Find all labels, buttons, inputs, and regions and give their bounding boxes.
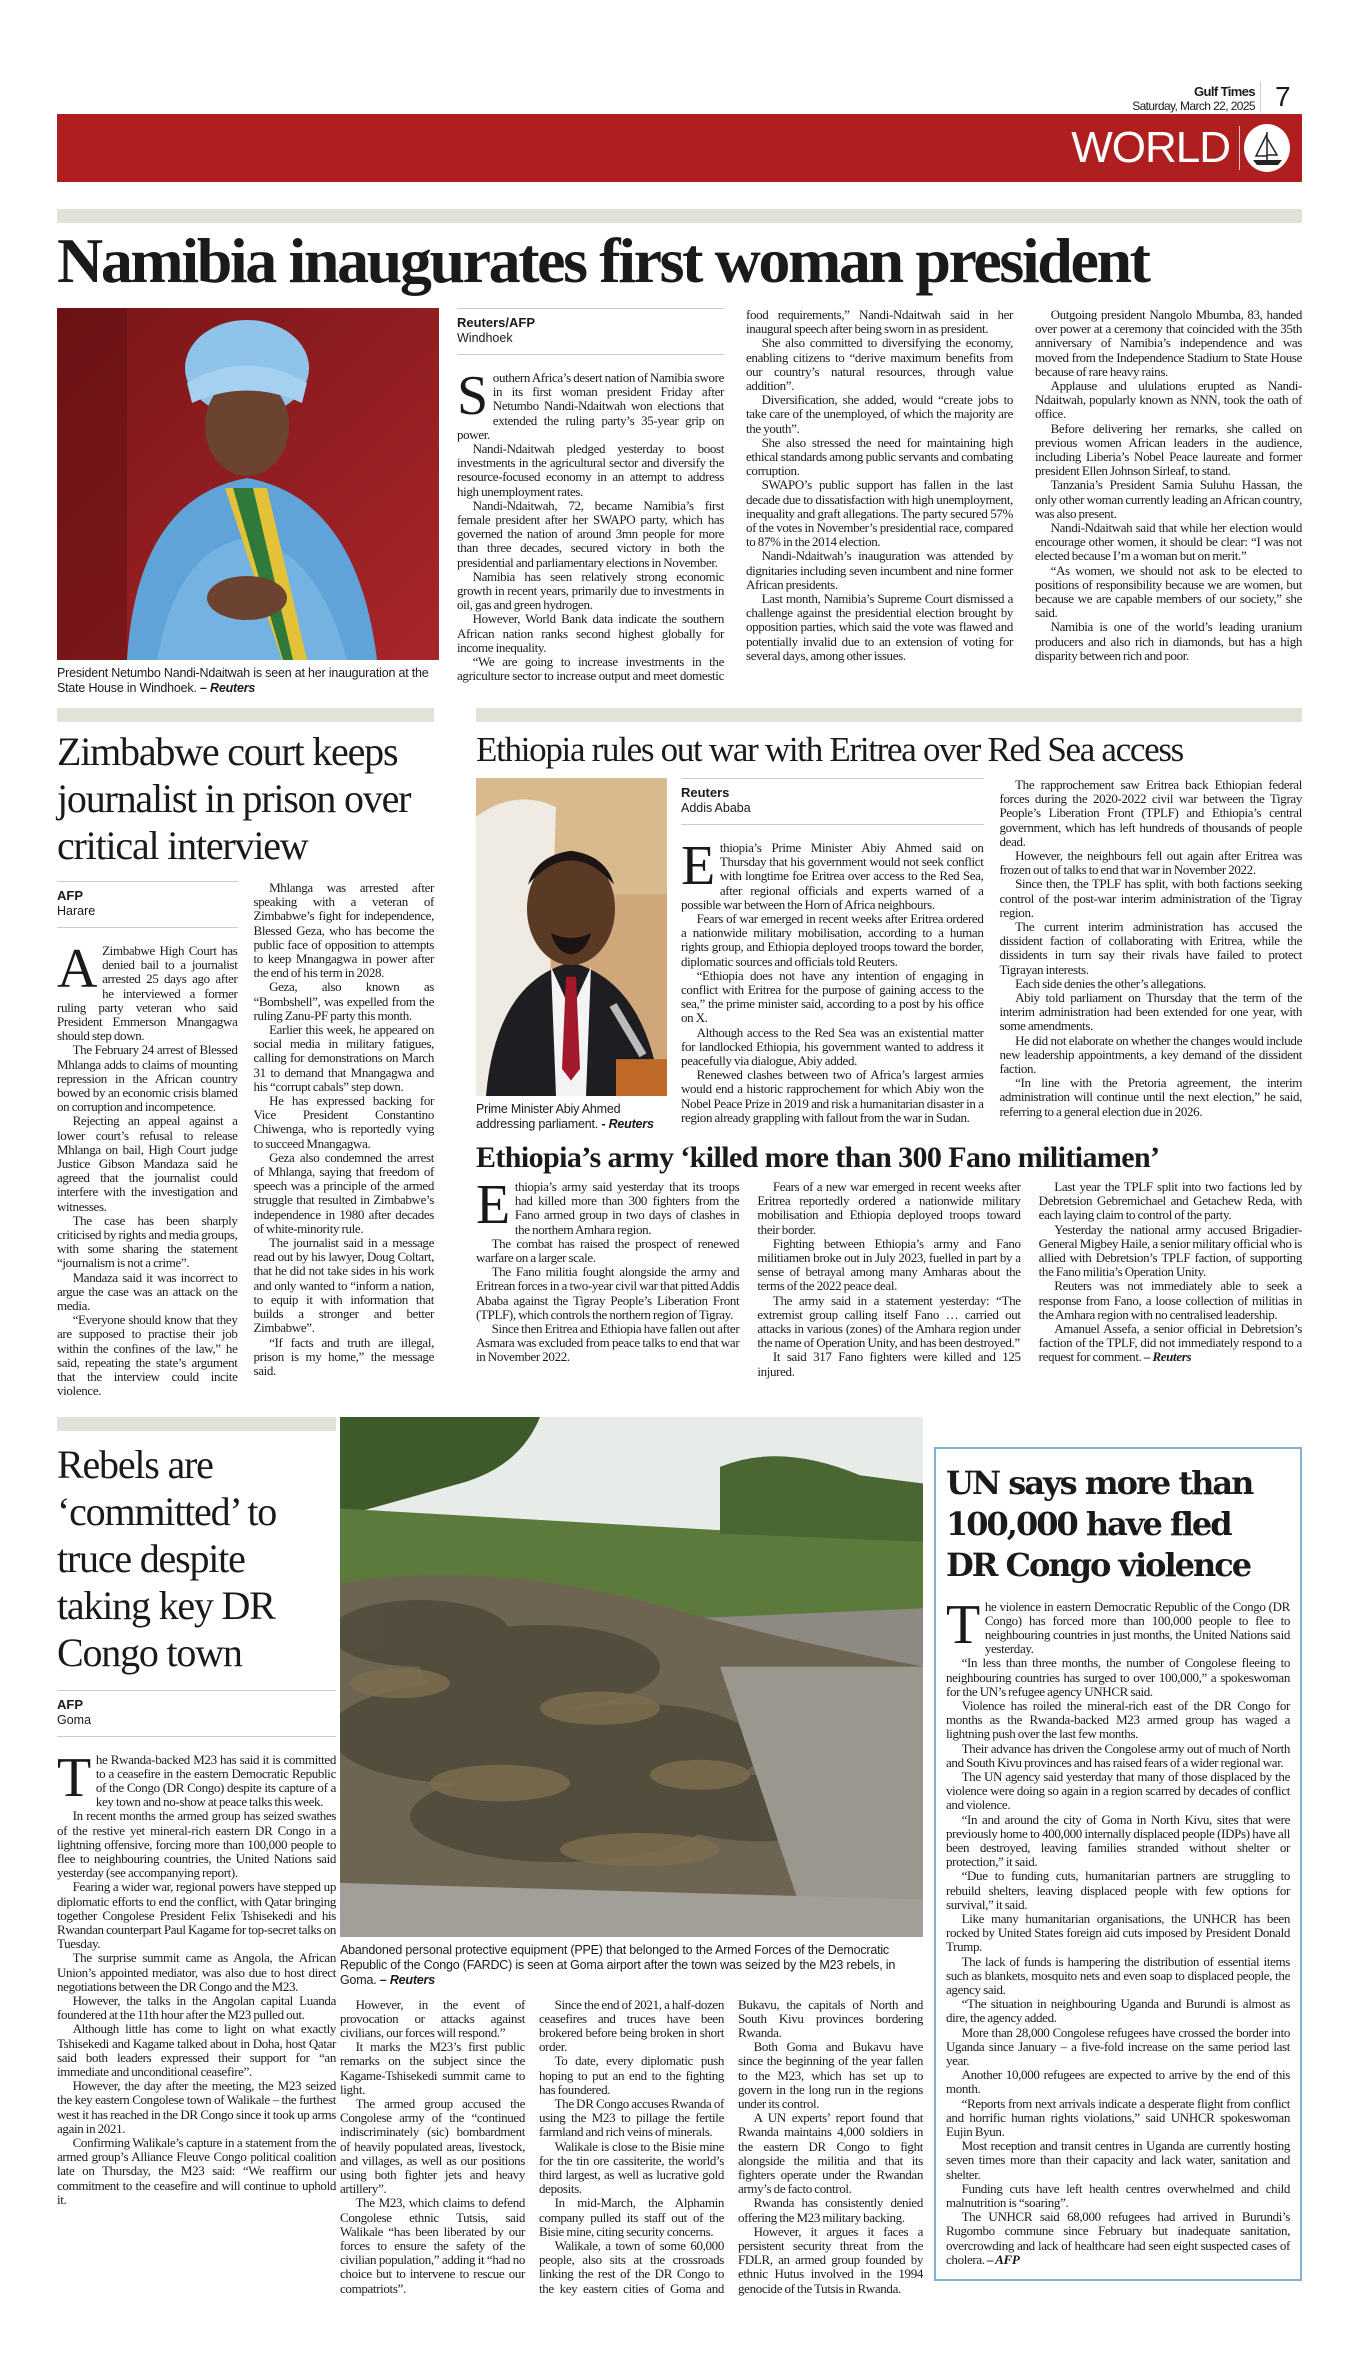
- paragraph: Violence has roiled the mineral-rich east of the DR Congo for months as the Rwanda-backed M23 armed group has waged a lightning push over the last few months.: [946, 1697, 1290, 1742]
- paragraph: She also stressed the need for maintaining high ethical standards among public servants and combating corruption.: [746, 434, 1013, 479]
- paragraph: Although access to the Red Sea was an existential matter for landlocked Ethiopia, his government wanted to address it peacefully via dialogue, Abiy added.: [681, 1024, 984, 1069]
- paragraph: However, it argues it faces a persistent security threat from the FDLR, an armed group founded by ethnic Hutus involved in the 1994 genocide of the Tutsis in Rwanda.: [738, 2223, 923, 2296]
- paragraph: However, in the event of provocation or attacks against civilians, our forces will respond.”: [340, 1996, 525, 2040]
- paragraph-list: [457, 308, 1302, 683]
- goma-abandoned-equipment-photo: [340, 1417, 923, 1937]
- fano-headline: Ethiopia’s army ‘killed more than 300 Fano militiamen’: [476, 1141, 1160, 1174]
- paragraph: The M23, which claims to defend Congolese ethnic Tutsis, said Walikale “has been liberated by our forces to ensure the safety of the civilian population,” adding it “had no choice but to intervene to rescue our compatriots”.: [340, 2195, 525, 2296]
- paragraph: “If facts and truth are illegal, prison is my home,” the message said.: [253, 1334, 434, 1378]
- paragraph-list: [476, 1174, 1302, 1379]
- caption-credit: – Reuters: [379, 1972, 435, 1987]
- section-banner: [57, 114, 1302, 182]
- fano-signoff: – Reuters: [1143, 1349, 1192, 1365]
- rebels-band: [57, 1417, 336, 1431]
- byline-dateline: Harare: [57, 904, 96, 918]
- paragraph: Before delivering her remarks, she called on previous women African leaders in the audience, including Liberia’s Nobel Peace laureate and former president Ellen Johnson Sirleaf, to stand.: [1035, 420, 1302, 479]
- paragraph: Both Goma and Bukavu have since the beginning of the year fallen to the M23, which has set up to govern in the long run in the regions under its control.: [738, 2039, 923, 2111]
- paragraph: Nandi-Ndaitwah said that while her election would encourage other women, it should be clear: “I was not elected because I’m a woman but on merit.”: [1035, 520, 1302, 564]
- masthead: [0, 0, 1351, 222]
- paragraph: Outgoing president Nangolo Mbumba, 83, handed over power at a ceremony that coincided with the 35th anniversary of Namibia’s independence and was moved from the Independence Stadium to State House because of rare heavy rains.: [1035, 307, 1302, 379]
- un-article-body: [946, 1593, 1290, 2268]
- paragraph: Since then, the TPLF has split, with both factions seeking control of the post-war interim administration of the Tigray region.: [999, 876, 1302, 920]
- paragraph: Southern Africa’s desert nation of Namibia swore in its first woman president Friday after Netumbo Nandi-Ndaitwah won elections that extended the ruling party’s 35-year grip on power.: [457, 365, 724, 442]
- byline-agency: Reuters/AFP: [457, 315, 536, 330]
- paragraph: AZimbabwe High Court has denied bail to a journalist arrested 25 days ago after he interviewed a former ruling party veteran who said President Emmerson Mnangagwa should step down.: [57, 938, 238, 1044]
- paragraph: Ethiopia’s army said yesterday that its troops had killed more than 300 fighters from the Fano armed group in two days of clashes in the northern Amhara region.: [476, 1174, 740, 1237]
- ethiopia-article-body: [681, 778, 1302, 1132]
- paragraph: Like many humanitarian organisations, the UNHCR has been rocked by United States foreign aid cuts imposed by President Donald Trump.: [946, 1910, 1290, 1955]
- paragraph-list: [681, 778, 1302, 1125]
- paragraph: Earlier this week, he appeared on social media in military fatigues, calling for demonstrations on March 31 to demand that Mnangagwa and his “corrupt cabals” step down.: [253, 1022, 434, 1094]
- caption-text: Abandoned personal protective equipment (PPE) that belonged to the Armed Forces of the Democratic Republic of the Congo (FARDC) is seen at Goma airport after the town was seized by the M23 rebels, in Goma.: [340, 1942, 896, 1987]
- paragraph: Reuters was not immediately able to seek a response from Fano, a loose collection of militias in the Amhara region with no centralised leadership.: [1038, 1278, 1302, 1322]
- paragraph: “The situation in neighbouring Uganda and Burundi is almost as dire, the agency added.: [946, 1996, 1290, 2026]
- paragraph: “We are going to increase investments in the agriculture sector to increase output and meet domestic food requirements,” Nandi-Ndaitwah said in her inaugural speech after being sworn in as president.: [457, 307, 1013, 684]
- rebels-byline: [57, 1690, 336, 1737]
- byline-dateline: Goma: [57, 1712, 92, 1727]
- paragraph: “Due to funding cuts, humanitarian partners are struggling to rebuild shelters, leaving displaced people with few options for survival,” it said.: [946, 1868, 1290, 1912]
- paragraph: Since the end of 2021, a half-dozen ceasefires and truces have been brokered before being broken in short order.: [539, 1996, 724, 2055]
- rebels-article-body: [57, 1690, 336, 2208]
- paragraph: The surprise summit came as Angola, the African Union’s appointed mediator, was also due to host direct negotiations between the DR Congo and the M23.: [57, 1950, 336, 1994]
- paragraph-list: [946, 1593, 1290, 2268]
- paragraph: The UNHCR said 68,000 refugees had arrived in Burundi’s Rugombo commune since February but inadequate sanitation, overcrowding and lack of healthcare had seen eight suspected cases of cholera. – AFP: [946, 2209, 1290, 2267]
- fano-article-body: [476, 1174, 1302, 1379]
- paragraph: Last month, Namibia’s Supreme Court dismissed a challenge against the presidential election brought by opposition parties, which said the vote was flawed and potentially invalid due to an extension of voting for several days, among other issues.: [746, 591, 1013, 663]
- paragraph: The DR Congo accuses Rwanda of using the M23 to pillage the fertile farmland and rich veins of minerals.: [539, 2095, 724, 2140]
- issue-date: Saturday, March 22, 2025: [1132, 99, 1255, 113]
- paragraph: “Ethiopia does not have any intention of engaging in conflict with Eritrea for the purpose of gaining access to the sea,” the prime minister said, according to a post by his office on X.: [681, 967, 984, 1026]
- newspaper-name: Gulf Times: [1194, 84, 1255, 99]
- paragraph: The violence in eastern Democratic Republic of the Congo (DR Congo) has forced more than 100,000 people to flee to neighbouring countries in just months, the United Nations said yesterday.: [946, 1593, 1290, 1657]
- rebels-article-continued: [340, 1998, 923, 2296]
- caption-text: Prime Minister Abiy Ahmed addressing parliament.: [476, 1102, 621, 1131]
- paragraph: He has expressed backing for Vice President Constantino Chiwenga, who is reportedly vying to succeed Mnangagwa.: [253, 1093, 434, 1151]
- namibia-byline: [457, 308, 724, 355]
- paragraph-list: [57, 1746, 336, 2208]
- paragraph: The combat has raised the prospect of renewed warfare on a larger scale.: [476, 1235, 740, 1266]
- middle-row: [57, 708, 1302, 1399]
- paragraph: The Rwanda-backed M23 has said it is committed to a ceasefire in the eastern Democratic Republic of the Congo (DR Congo) despite its capture of a key town and no-show at peace talks this week.: [57, 1746, 336, 1810]
- paragraph: The journalist said in a message read out by his lawyer, Doug Coltart, that he did not take sides in his work and only wanted to “inform a nation, to equip it with information that builds a stronger and better Zimbabwe”.: [253, 1235, 434, 1336]
- dhow-boat-icon: [1244, 124, 1290, 172]
- paragraph: However, the talks in the Angolan capital Luanda foundered at the 11th hour after the M23 pulled out.: [57, 1992, 336, 2023]
- paragraph: SWAPO’s public support has fallen in the last decade due to dissatisfaction with high unemployment, inequality and graft allegations. The party secured 57% of the votes in November’s presidential race, compared to 87% in the 2014 election.: [746, 477, 1013, 550]
- paragraph: The army said in a statement yesterday: “The extremist group calling itself Fano … carried out attacks in various (zones) of the Amhara region under the name of Operation Unity, and has been destroyed.”: [757, 1292, 1021, 1351]
- paragraph: “In and around the city of Goma in North Kivu, sites that were previously home to 400,000 internally displaced people (IDPs) have all been destroyed, leaving families stranded without shelter or protection,” it said.: [946, 1811, 1290, 1870]
- paragraph: Applause and ululations erupted as Nandi-Ndaitwah, popularly known as NNN, took the oath of office.: [1035, 378, 1302, 422]
- byline-agency: Reuters: [681, 785, 730, 800]
- paragraph: The lack of funds is hampering the distribution of essential items such as blankets, mosquito nets and even soap to displaced people, the agency said.: [946, 1953, 1290, 1997]
- paragraph-list: [340, 1998, 923, 2296]
- paragraph: She also committed to diversifying the economy, enabling citizens to “derive maximum benefits from our country’s natural resources, through value addition”.: [746, 335, 1013, 394]
- paragraph: More than 28,000 Congolese refugees have crossed the border into Uganda since January – a five-fold increase on the same period last year.: [946, 2024, 1290, 2068]
- paragraph: He did not elaborate on whether the changes would include new leadership appointments, a key demand of the dissident faction.: [999, 1032, 1302, 1077]
- paragraph: Most reception and transit centres in Uganda are currently hosting seven times more than their capacity and lack water, sanitation and shelter.: [946, 2138, 1290, 2182]
- paragraph: Nandi-Ndaitwah’s inauguration was attended by dignitaries including seven incumbent and nine former African presidents.: [746, 548, 1013, 592]
- rebels-story: [57, 1417, 336, 2208]
- rebels-headline: Rebels are ‘committed’ to truce despite taking key DR Congo town: [57, 1441, 277, 1675]
- paragraph: Renewed clashes between two of Africa’s largest armies would end a historic rapprochement for which Abiy won the Nobel Peace Prize in 2019 and risk a humanitarian disaster in a region already grappling with fallout from the war in Sudan.: [681, 1067, 984, 1125]
- paragraph: “In line with the Pretoria agreement, the interim administration will continue until the next election,” he said, referring to a general election due in 2026.: [999, 1075, 1302, 1119]
- section-divider: [1239, 126, 1240, 170]
- page-number: 7: [1260, 82, 1291, 112]
- paragraph: Geza also condemned the arrest of Mhlanga, saying that freedom of speech was a principle of the armed struggle that resulted in Zimbabwe’s independence in 1980 after decades of white-minority rule.: [253, 1149, 434, 1236]
- paragraph: The Fano militia fought alongside the army and Eritrean forces in a two-year civil war that pitted Addis Ababa against the Tigray People’s Liberation Front (TPLF), which controls the northern region of Tigray.: [476, 1264, 740, 1322]
- ethiopia-photo-caption: [476, 1102, 667, 1132]
- namibia-photo-caption: [57, 666, 439, 696]
- paragraph: Nandi-Ndaitwah, 72, became Namibia’s first female president after her SWAPO party, which has governed the nation of around 3mn people for more than three decades, secured victory in both the presidential and parliamentary elections in November.: [457, 497, 724, 570]
- un-refugees-box: [934, 1447, 1302, 2282]
- rebels-photo-column: [340, 1417, 923, 2296]
- paragraph: Geza, also known as “Bombshell”, was expelled from the ruling Zanu-PF party this month.: [253, 979, 434, 1023]
- paragraph: However, the neighbours fell out again after Eritrea was frozen out of talks to end that war in November 2022.: [999, 848, 1302, 878]
- paragraph: Mandaza said it was incorrect to argue the case was an attack on the media.: [57, 1269, 238, 1314]
- byline-agency: AFP: [57, 888, 83, 903]
- paragraph: “Everyone should know that they are supposed to practise their job within the confines of the law,” he said, repeating the state’s argument that the interview could incite violence.: [57, 1312, 238, 1399]
- ethiopia-photo-block: [476, 778, 667, 1132]
- section-band: [57, 209, 1302, 223]
- paragraph: Rejecting an appeal against a lower court’s refusal to release Mhlanga on bail, High Court judge Justice Gibson Mandaza said he agreed that the journalist could interfere with the investigation and witnesses.: [57, 1113, 238, 1214]
- zimbabwe-article-body: [57, 881, 434, 1399]
- paragraph: “In less than three months, the number of Congolese fleeing to neighbouring countries has surged to over 100,000,” a spokeswoman for the UN’s refugee agency UNHCR said.: [946, 1655, 1290, 1699]
- ethiopia-byline: [681, 778, 984, 825]
- paragraph: However, the day after the meeting, the M23 seized the key eastern Congolese town of Walikale – the furthest west it has reached in the DR Congo since it took up arms again in 2021.: [57, 2078, 336, 2136]
- paragraph: Nandi-Ndaitwah pledged yesterday to boost investments in the agricultural sector and diversify the resource-focused economy in an attempt to address high unemployment rates.: [457, 441, 724, 499]
- ethiopia-story: [476, 778, 1302, 1132]
- paragraph: However, World Bank data indicate the southern African nation ranks second highest globally for income inequality.: [457, 611, 724, 655]
- un-signoff: – AFP: [987, 2251, 1020, 2267]
- namibia-photo-block: [57, 308, 439, 696]
- paragraph: In mid-March, the Alphamin company pulled its staff out of the Bisie mine, citing security concerns.: [539, 2195, 724, 2239]
- paragraph: Fears of war emerged in recent weeks after Eritrea ordered a nationwide military mobilisation, according to a human rights group, and Ethiopia deployed troops toward the border, diplomatic sources and officials told Reuters.: [681, 911, 984, 969]
- paragraph: Amanuel Assefa, a senior official in Debretsion’s faction of the TPLF, did not immediately respond to a request for comment. – Reuters: [1038, 1321, 1302, 1365]
- zimbabwe-byline: [57, 881, 238, 928]
- byline-agency: AFP: [57, 1696, 83, 1712]
- paragraph: In recent months the armed group has seized swathes of the restive yet mineral-rich eastern DR Congo in a lightning offensive, forcing more than 100,000 people to flee to neighbouring countries, the United Nations said yesterday (see accompanying report).: [57, 1808, 336, 1881]
- zimbabwe-band: [57, 708, 434, 722]
- paragraph: The current interim administration has accused the dissident faction of collaborating with Eritrea, while the dissidents in turn say their rivals have failed to protect Tigrayan interests.: [999, 919, 1302, 977]
- un-headline: UN says more than 100,000 have fled DR Congo violence: [946, 1463, 1253, 1584]
- paragraph: Walikale is close to the Bisie mine for the tin ore cassiterite, the world’s third largest, as well as lucrative gold deposits.: [539, 2138, 724, 2197]
- paragraph: The armed group accused the Congolese army of the “continued indiscriminately (sic) bombardment of heavily populated areas, livestock, and villages, as well as our positions using both fighter jets and heavy artillery”.: [340, 2095, 525, 2197]
- ethiopia-band: [476, 708, 1302, 722]
- paragraph: Although little has come to light on what exactly Tshisekedi and Kagame talked about in Doha, host Qatar said both leaders expressed their support for “an immediate and unconditional ceasefire”.: [57, 2021, 336, 2079]
- paragraph: The UN agency said yesterday that many of those displaced by the violence were doing so again in a region scarred by decades of conflict and violence.: [946, 1768, 1290, 1813]
- paragraph: Diversification, she added, would “create jobs to take care of the unemployed, of which the majority are the youth”.: [746, 392, 1013, 436]
- paragraph: Rwanda has consistently denied offering the M23 military backing.: [738, 2195, 923, 2225]
- zimbabwe-story: [57, 708, 434, 1399]
- paragraph: Fearing a wider war, regional powers have stepped up diplomatic efforts to end the conflict, with Qatar bringing together Congolese President Felix Tshisekedi and his Rwandan counterpart Paul Kagame for top-secret talks on Tuesday.: [57, 1879, 336, 1952]
- paragraph: Namibia has seen relatively strong economic growth in recent years, primarily due to investments in oil, gas and green hydrogen.: [457, 568, 724, 613]
- paragraph: Mhlanga was arrested after speaking with a veteran of Zimbabwe’s fight for independence, Blessed Geza, who has become the public face of opposition to attempts to keep Mnangagwa in power after the end of his term in 2028.: [253, 880, 434, 981]
- zimbabwe-headline: Zimbabwe court keeps journalist in prison over critical interview: [57, 729, 411, 868]
- namibia-story: [57, 308, 1302, 696]
- paragraph: Since then Eritrea and Ethiopia have fallen out after Asmara was excluded from peace talks to end that war in November 2022.: [476, 1321, 740, 1365]
- paragraph: The case has been sharply criticised by rights and media groups, with some sharing the statement “journalism is not a crime”.: [57, 1212, 238, 1271]
- paragraph: Each side denies the other’s allegations.: [1015, 975, 1206, 991]
- namibia-headline: Namibia inaugurates first woman president: [57, 225, 1149, 296]
- caption-credit: - Reuters: [601, 1117, 654, 1131]
- paragraph: Abiy told parliament on Thursday that the term of the interim administration had been extended for one year, with some amendments.: [999, 990, 1302, 1034]
- goma-photo-caption: [340, 1943, 923, 1988]
- paragraph: Fighting between Ethiopia’s army and Fano militiamen broke out in July 2023, fuelled in part by a sense of betrayal among many Amharas about the terms of the 2022 peace deal.: [757, 1235, 1021, 1294]
- section-title: WORLD: [1071, 123, 1230, 172]
- paragraph: Another 10,000 refugees are expected to arrive by the end of this month.: [946, 2067, 1290, 2097]
- paragraph: “Reports from next arrivals indicate a desperate flight from conflict and horrific human rights violations,” said UNHCR spokeswoman Eujin Byun.: [946, 2095, 1290, 2140]
- ethiopia-headline: Ethiopia rules out war with Eritrea over Red Sea access: [476, 730, 1183, 769]
- paragraph: Walikale, a town of some 60,000 people, also sits at the crossroads linking the rest of the DR Congo to the key eastern cities of Goma and Bukavu, the capitals of North and South Kivu provinces bordering Rwanda.: [539, 1996, 923, 2296]
- paragraph: Their advance has driven the Congolese army out of much of North and South Kivu provinces and has raised fears of a wider regional war.: [946, 1740, 1290, 1770]
- ethiopia-stories: [476, 708, 1302, 1379]
- paragraph: Fears of a new war emerged in recent weeks after Eritrea reportedly ordered a nationwide military mobilisation and Ethiopia deployed troops toward their border.: [757, 1179, 1021, 1237]
- namibia-article-body: [457, 308, 1302, 683]
- paragraph: It said 317 Fano fighters were killed and 125 injured.: [757, 1349, 1021, 1379]
- paragraph: Funding cuts have left health centres overwhelmed and child malnutrition is “soaring”.: [946, 2180, 1290, 2211]
- paragraph: Yesterday the national army accused Brigadier-General Migbey Haile, a senior military official who is allied with Debretsion’s TPLF faction, of supporting the Fano militia’s Operation Unity.: [1038, 1221, 1302, 1280]
- namibia-president-photo: [57, 308, 439, 660]
- paragraph: Ethiopia’s Prime Minister Abiy Ahmed said on Thursday that his government would not seek conflict with longtime foe Eritrea over access to the Red Sea, after regional officials and experts warned of a possible war between the Horn of Africa neighbours.: [681, 835, 984, 912]
- paragraph: “As women, we should not ask to be elected to positions of responsibility because we are women, but because we are capable members of our society,” she said.: [1035, 562, 1302, 621]
- paragraph-list: [57, 881, 434, 1399]
- paragraph: Namibia is one of the world’s leading uranium producers and also rich in diamonds, but has a high disparity between rich and poor.: [1035, 619, 1302, 663]
- paragraph: A UN experts’ report found that Rwanda maintains 4,000 soldiers in the eastern DR Congo to fight alongside the militia and that its fighters operate under the Rwandan army’s de facto control.: [738, 2110, 923, 2197]
- paragraph: The rapprochement saw Eritrea back Ethiopian federal forces during the 2020-2022 civil war between the Tigray People’s Liberation Front (TPLF) and Ethiopia’s central government, which has left hundreds of thousands of people dead.: [999, 777, 1302, 849]
- paragraph: To date, every diplomatic push hoping to put an end to the fighting has foundered.: [539, 2053, 724, 2097]
- abiy-ahmed-photo: [476, 778, 667, 1096]
- paragraph: Last year the TPLF split into two factions led by Debretsion Gebremichael and Getachew Reda, with each laying claim to control of the party.: [1038, 1179, 1302, 1223]
- paragraph: Confirming Walikale’s capture in a statement from the armed group’s Alliance Fleuve Congo political coalition late on Thursday, the M23 said: “We reaffirm our commitment to the ceasefire and will continue to uphold it.: [57, 2134, 336, 2207]
- caption-credit: – Reuters: [200, 681, 256, 695]
- caption-text: President Netumbo Nandi-Ndaitwah is seen at her inauguration at the State House in Windhoek.: [57, 666, 429, 695]
- byline-dateline: Windhoek: [457, 331, 513, 345]
- paragraph: Tanzania’s President Samia Suluhu Hassan, the only other woman currently leading an African country, was also present.: [1035, 477, 1302, 521]
- paragraph: It marks the M23’s first public remarks on the subject since the Kagame-Tshisekedi summit came to light.: [340, 2039, 525, 2097]
- byline-dateline: Addis Ababa: [681, 801, 751, 815]
- paragraph: The February 24 arrest of Blessed Mhlanga adds to claims of mounting repression in the African country bowed by an economic crisis blamed on corruption and incompetence.: [57, 1042, 238, 1115]
- bottom-row: [57, 1417, 1302, 2296]
